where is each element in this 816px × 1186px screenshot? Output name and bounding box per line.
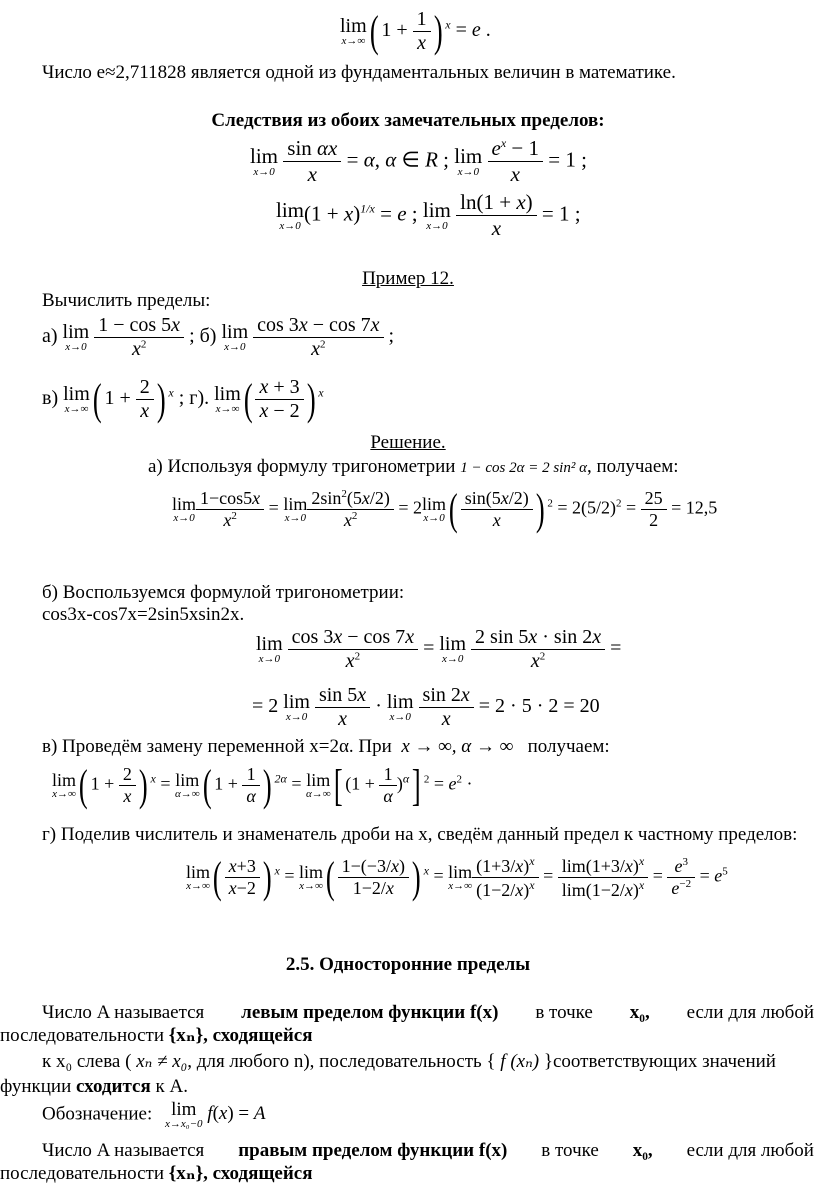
task-v-label: в) <box>42 387 59 410</box>
example-title: Пример 12. <box>362 268 454 289</box>
solution-b-formula-1: lim x→0 $\frac{\cos 3x - \cos 7x}{x^2}$ = lim x→0 $\frac{2 \sin 5x \cdot \sin 2x}{x^2}$ = <box>256 626 622 672</box>
task-g-label: ; г). <box>178 387 210 410</box>
section-heading-one-sided-limits: 2.5. Односторонние пределы <box>285 954 531 975</box>
corollary-formula-1: lim x→0 $\frac{\text{sin αx}}{x}$ = α, α ∈ R ; lim x→0 $\frac{e^x - 1}{x}$ = 1 ; <box>250 136 587 186</box>
solution-b-text: б) Воспользуемся формулой тригонометрии: <box>42 582 405 603</box>
task-a-label: а) <box>42 325 58 348</box>
solution-a-formula: lim x→0 $\frac{1-\cos 5x}{x^2}$ = lim x→0 $\frac{2\sin^2(5x/2)}{x^2}$ = 2 lim x→0 ( $\frac{\sin(5x/2)}{x}$ ) $^2 = 2(5/2)^2$ = $\frac{25}{2}$ = 12,5 <box>172 485 718 534</box>
solution-v-text: в) Проведём замену переменной x=2α. При x → ∞, α → ∞ получаем: <box>42 736 610 757</box>
solution-a-text: а) Используя формулу тригонометрии 1 − cos 2α = 2 sin² α, получаем: <box>148 456 679 477</box>
notation-formula: lim x→x₀−0 f(x) = A <box>165 1099 266 1130</box>
right-limit-def-line1: Число A называется правым пределом функции f(x) в точке x₀, если для любой <box>42 1140 814 1161</box>
left-limit-def-line4: функции сходится к A. <box>0 1076 188 1097</box>
e-value-text: Число e≈2,711828 является одной из фундаментальных величин в математике. <box>42 62 676 83</box>
corollaries-heading: Следствия из обоих замечательных пределов: <box>211 110 605 131</box>
solution-g-formula: lim x→∞ ( $\frac{x+3}{x-2}$ ) $^x$ = lim x→∞ ( $\frac{1-(-3/x)}{1-2/x}$ ) $^x$ = lim x→∞ $\frac{(1+3/x)^x}{(1-2/x)^x}$ = $\frac{\lim(1+3/x)^x}{\lim(1-2/x)^x}$ = $\frac{e^3}{e^{-2}}$ = $e^5$ <box>186 853 728 902</box>
solution-b-formula-2: = 2 lim x→0 $\frac{\sin 5x}{x}$ · lim x→0 $\frac{\sin 2x}{x}$ = 2 · 5 · 2 = 20 <box>252 684 600 730</box>
task-text: Вычислить пределы: <box>42 290 211 311</box>
task-v-g: в) lim x→∞ ( 1 + $\frac{2}{x}$ ) $^x$ ; г). lim x→∞ ( $\frac{x + 3}{x - 2}$ ) $^x$ <box>42 375 324 424</box>
solution-title: Решение. <box>370 432 446 453</box>
formula-second-limit: lim x→∞ ( 1 + $\frac{1}{x}$ ) $^x$ = e . <box>340 7 491 56</box>
corollary-formula-2: lim x→0 $(1 + x)^{1/x} = e$ ; lim x→0 $\frac{\ln(1 + x)}{x}$ = 1 ; <box>276 190 581 240</box>
left-limit-def-line1: Число A называется левым пределом функции f(x) в точке x₀, если для любой <box>42 1002 814 1023</box>
task-a-b: а) lim x→0 $\frac{1 - \cos 5x}{x^2}$ ; б) lim x→0 $\frac{\cos 3x - \cos 7x}{x^2}$ ; <box>42 314 395 360</box>
solution-b-identity: cos3x-cos7x=2sin5xsin2x. <box>42 604 245 625</box>
right-limit-def-line2: последовательности {xₙ}, сходящейся <box>0 1163 313 1184</box>
left-limit-def-line2: последовательности {xₙ}, сходящейся <box>0 1025 313 1046</box>
solution-g-text: г) Поделив числитель и знаменатель дроби на x, сведём данный предел к частному пределов: <box>42 824 798 845</box>
solution-v-formula: lim x→∞ ( 1 + $\frac{2}{x}$ ) $^x$ = lim α→∞ ( 1 + $\frac{1}{\alpha}$ ) $^{2\alpha}$ = lim α→∞ [ (1 + $\frac{1}{\alpha}$ )$^\alpha$] $^2 = e^2$ · <box>52 761 473 810</box>
task-b-label: ; б) <box>189 325 217 348</box>
notation-line: Обозначение: lim x→x₀−0 f(x) = A <box>42 1099 266 1130</box>
left-limit-def-line3: к x₀ слева ( xₙ ≠ x₀, для любого n), последовательность { f (xₙ) }соответствующих значений <box>42 1051 776 1072</box>
